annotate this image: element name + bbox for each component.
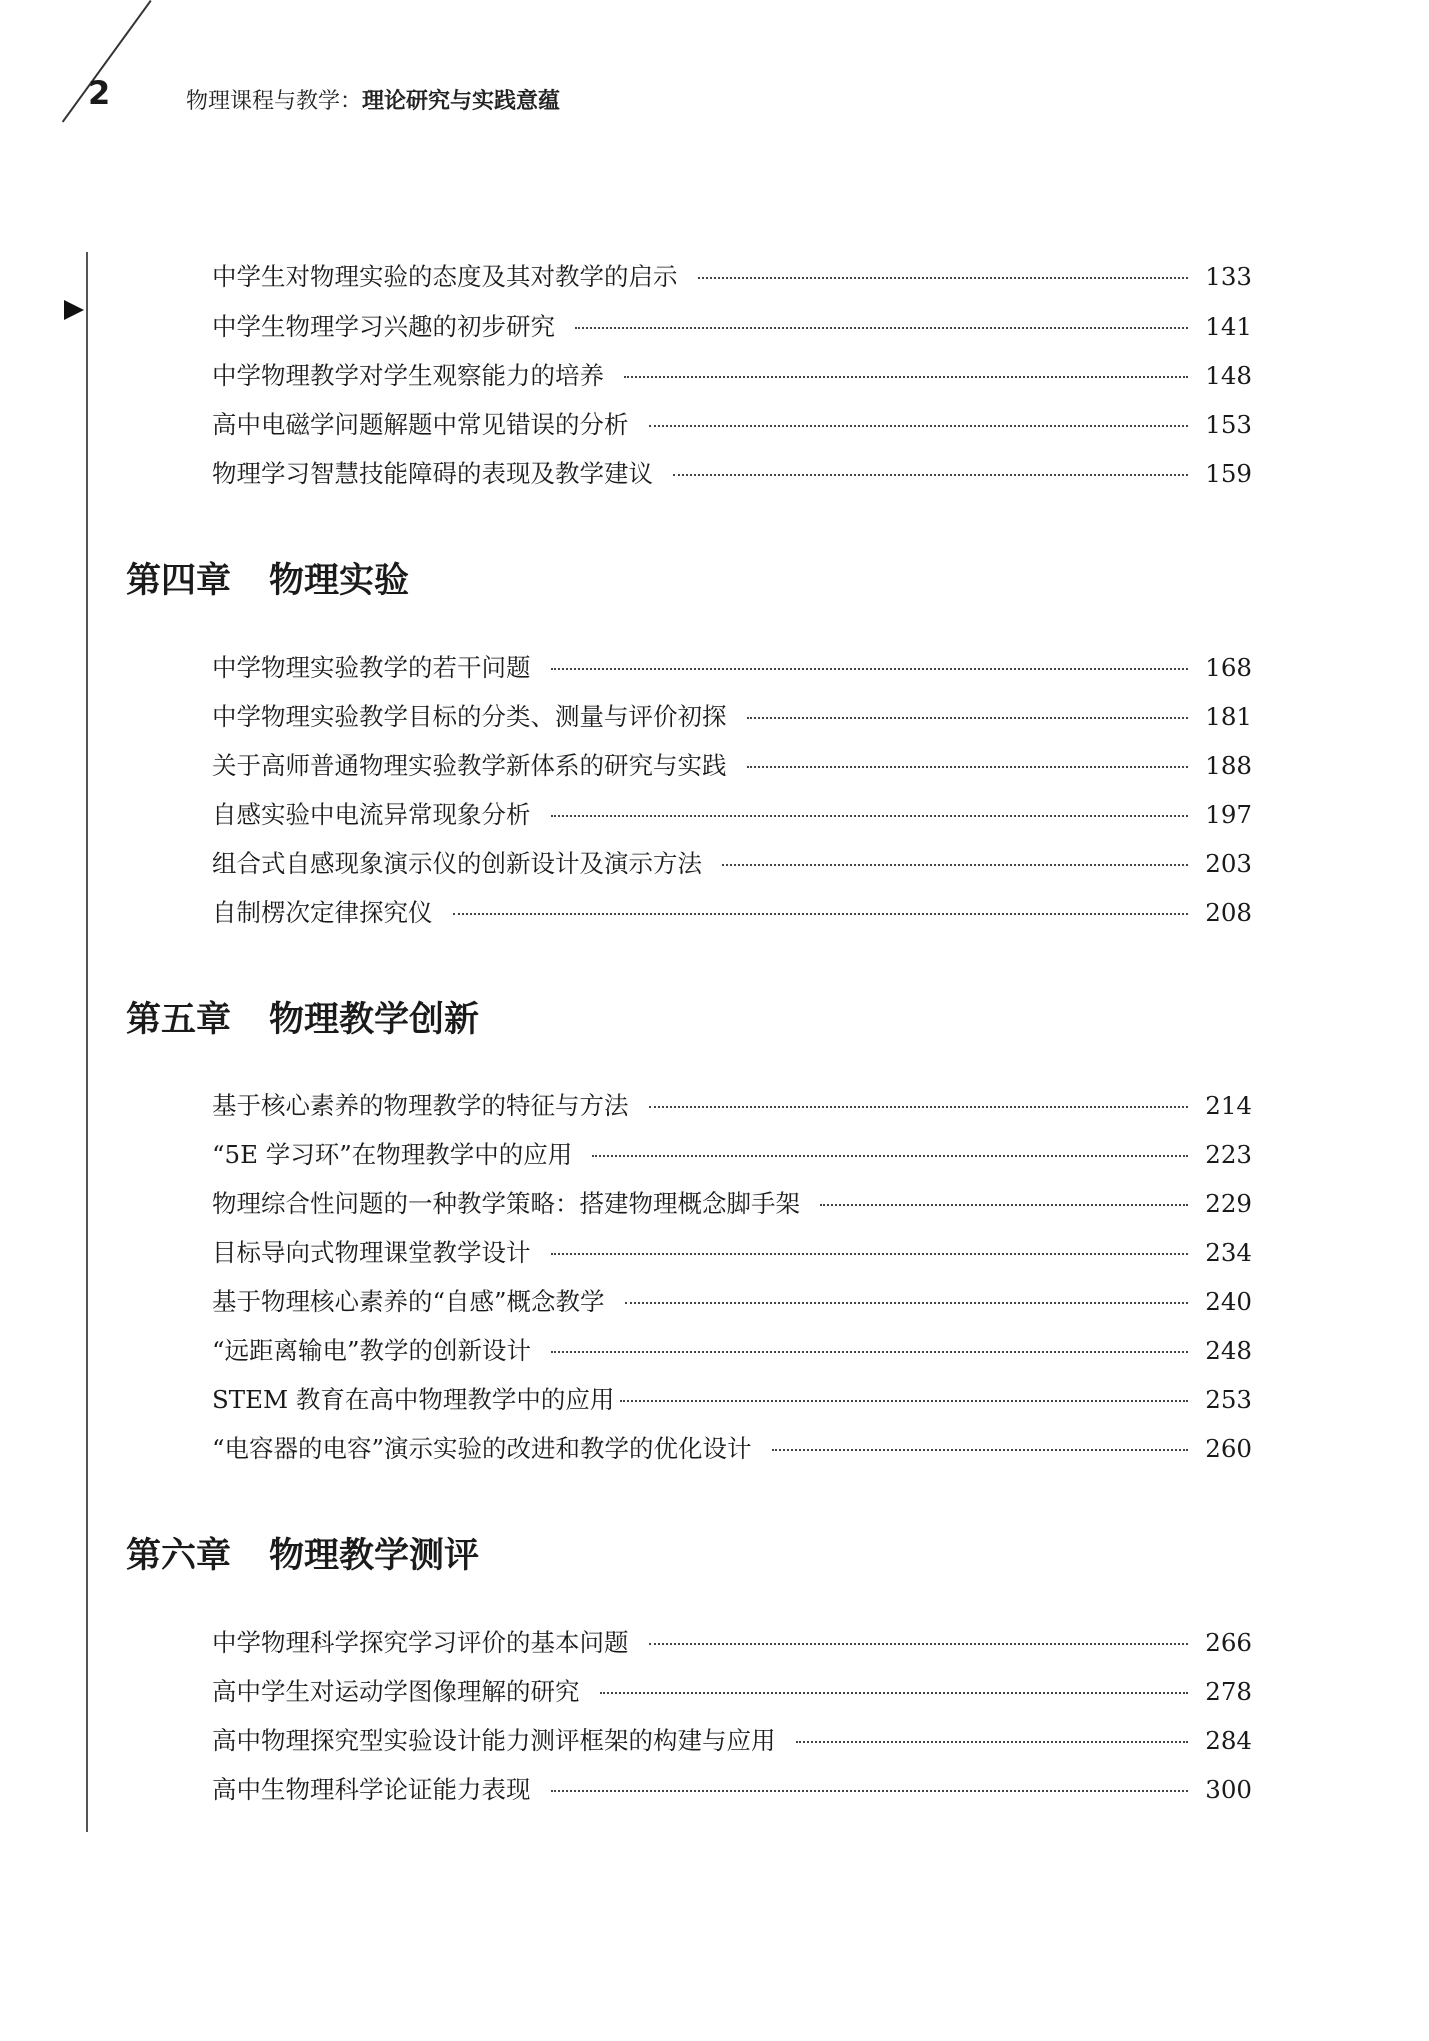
toc-entry-page: 278 bbox=[1205, 1677, 1252, 1706]
leader-dots bbox=[747, 766, 1189, 768]
toc-entry[interactable] bbox=[212, 1136, 1252, 1170]
toc-entry-page: 300 bbox=[1205, 1775, 1252, 1804]
toc-entry-page: 248 bbox=[1205, 1336, 1252, 1365]
toc-entry[interactable] bbox=[212, 1381, 1252, 1415]
toc-entry[interactable] bbox=[212, 1234, 1252, 1268]
leader-dots bbox=[673, 474, 1188, 476]
toc-entry[interactable] bbox=[212, 649, 1252, 683]
toc-entry-title: 目标导向式物理课堂教学设计 bbox=[212, 1238, 531, 1267]
title-separator: ： bbox=[340, 89, 363, 114]
toc-entry[interactable] bbox=[212, 1332, 1252, 1366]
toc-entry-page: 240 bbox=[1205, 1287, 1252, 1316]
toc-entry[interactable] bbox=[212, 357, 1252, 391]
chapter-heading[interactable] bbox=[126, 992, 479, 1042]
toc-entry[interactable] bbox=[212, 747, 1252, 781]
leader-dots bbox=[551, 1790, 1189, 1792]
toc-entry-title: “远距离输电”教学的创新设计 bbox=[212, 1336, 532, 1365]
toc-entry-page: 159 bbox=[1205, 459, 1252, 488]
toc-entry-page: 153 bbox=[1205, 410, 1252, 439]
toc-entry-title: 自感实验中电流异常现象分析 bbox=[212, 800, 531, 829]
leader-dots bbox=[551, 668, 1189, 670]
toc-entry-page: 214 bbox=[1205, 1091, 1252, 1120]
toc-entry-title: 物理综合性问题的一种教学策略：搭建物理概念脚手架 bbox=[212, 1189, 800, 1218]
toc-entry[interactable] bbox=[212, 1624, 1252, 1658]
toc-entry-page: 203 bbox=[1205, 849, 1252, 878]
toc-entry[interactable] bbox=[212, 258, 1252, 292]
toc-entry-page: 133 bbox=[1205, 262, 1252, 291]
toc-entry[interactable] bbox=[212, 308, 1252, 342]
leader-dots bbox=[551, 815, 1189, 817]
toc-entry-page: 234 bbox=[1205, 1238, 1252, 1267]
toc-entry-page: 260 bbox=[1205, 1434, 1252, 1463]
leader-dots bbox=[620, 1400, 1188, 1402]
book-title: 物理课程与教学 bbox=[186, 89, 341, 114]
toc-entry-title: 基于物理核心素养的“自感”概念教学 bbox=[212, 1287, 605, 1316]
page-header bbox=[0, 0, 1429, 140]
book-subtitle: 理论研究与实践意蕴 bbox=[362, 89, 561, 114]
toc-entry-title: 中学物理实验教学目标的分类、测量与评价初探 bbox=[212, 702, 727, 731]
toc-entry-page: 148 bbox=[1205, 361, 1252, 390]
toc-entry-title: 关于高师普通物理实验教学新体系的研究与实践 bbox=[212, 751, 727, 780]
toc-entry-page: 168 bbox=[1205, 653, 1252, 682]
toc-entry-page: 181 bbox=[1205, 702, 1252, 731]
toc-entry-title: 中学生对物理实验的态度及其对教学的启示 bbox=[212, 262, 678, 291]
leader-dots bbox=[575, 327, 1188, 329]
toc-entry-title: “5E 学习环”在物理教学中的应用 bbox=[212, 1140, 573, 1169]
chapter-title: 物理教学测评 bbox=[269, 1536, 480, 1576]
leader-dots bbox=[796, 1741, 1189, 1743]
leader-dots bbox=[698, 277, 1189, 279]
margin-rule bbox=[86, 252, 88, 1832]
toc-entry-page: 188 bbox=[1205, 751, 1252, 780]
leader-dots bbox=[649, 425, 1189, 427]
toc-entry-page: 266 bbox=[1205, 1628, 1252, 1657]
chapter-heading[interactable] bbox=[126, 1528, 479, 1578]
toc-entry-title: 高中物理探究型实验设计能力测评框架的构建与应用 bbox=[212, 1726, 776, 1755]
leader-dots bbox=[624, 376, 1188, 378]
chapter-title: 物理实验 bbox=[269, 561, 410, 601]
toc-entry-page: 229 bbox=[1205, 1189, 1252, 1218]
toc-entry-title: 高中学生对运动学图像理解的研究 bbox=[212, 1677, 580, 1706]
toc-entry[interactable] bbox=[212, 845, 1252, 879]
toc-entry-title: “电容器的电容”演示实验的改进和教学的优化设计 bbox=[212, 1434, 752, 1463]
leader-dots bbox=[592, 1155, 1188, 1157]
chapter-title: 物理教学创新 bbox=[269, 1000, 480, 1040]
leader-dots bbox=[772, 1449, 1188, 1451]
chapter-heading[interactable] bbox=[126, 553, 409, 603]
page-number: 2 bbox=[88, 74, 112, 112]
leader-dots bbox=[625, 1302, 1188, 1304]
toc-entry[interactable] bbox=[212, 1430, 1252, 1464]
toc-entry-title: 组合式自感现象演示仪的创新设计及演示方法 bbox=[212, 849, 702, 878]
toc-entry[interactable] bbox=[212, 455, 1252, 489]
chapter-number: 第四章 bbox=[126, 561, 232, 601]
toc-entry-page: 223 bbox=[1205, 1140, 1252, 1169]
toc-entry-page: 197 bbox=[1205, 800, 1252, 829]
toc-entry-title: 物理学习智慧技能障碍的表现及教学建议 bbox=[212, 459, 653, 488]
toc-entry-page: 253 bbox=[1205, 1385, 1252, 1414]
leader-dots bbox=[551, 1253, 1189, 1255]
leader-dots bbox=[649, 1106, 1189, 1108]
chapter-number: 第六章 bbox=[126, 1536, 232, 1576]
leader-dots bbox=[747, 717, 1189, 719]
leader-dots bbox=[820, 1204, 1188, 1206]
toc-entry-page: 141 bbox=[1205, 312, 1252, 341]
toc-entry-title: 中学物理教学对学生观察能力的培养 bbox=[212, 361, 604, 390]
toc-entry-title: 中学物理科学探究学习评价的基本问题 bbox=[212, 1628, 629, 1657]
leader-dots bbox=[600, 1692, 1189, 1694]
toc-entry[interactable] bbox=[212, 406, 1252, 440]
toc-entry[interactable] bbox=[212, 1283, 1252, 1317]
running-title bbox=[186, 84, 560, 115]
toc-entry-title: 自制楞次定律探究仪 bbox=[212, 898, 433, 927]
toc-entry-title: 中学物理实验教学的若干问题 bbox=[212, 653, 531, 682]
leader-dots bbox=[551, 1351, 1188, 1353]
leader-dots bbox=[649, 1643, 1189, 1645]
toc-entry-page: 208 bbox=[1205, 898, 1252, 927]
toc-entry-title: 高中生物理科学论证能力表现 bbox=[212, 1775, 531, 1804]
toc-entry-title: 中学生物理学习兴趣的初步研究 bbox=[212, 312, 555, 341]
margin-arrow-icon bbox=[64, 300, 84, 320]
toc-entry[interactable] bbox=[212, 1722, 1252, 1756]
chapter-number: 第五章 bbox=[126, 1000, 232, 1040]
leader-dots bbox=[722, 864, 1188, 866]
toc-entry[interactable] bbox=[212, 894, 1252, 928]
toc-entry-title: 高中电磁学问题解题中常见错误的分析 bbox=[212, 410, 629, 439]
toc-entry[interactable] bbox=[212, 1185, 1252, 1219]
toc-entry[interactable] bbox=[212, 796, 1252, 830]
leader-dots bbox=[453, 913, 1189, 915]
toc-entry-page: 284 bbox=[1205, 1726, 1252, 1755]
toc-entry-title: STEM 教育在高中物理教学中的应用 bbox=[212, 1385, 615, 1414]
toc-entry-title: 基于核心素养的物理教学的特征与方法 bbox=[212, 1091, 629, 1120]
toc-entry[interactable] bbox=[212, 1673, 1252, 1707]
toc-entry[interactable] bbox=[212, 1087, 1252, 1121]
toc-entry[interactable] bbox=[212, 698, 1252, 732]
toc-entry[interactable] bbox=[212, 1771, 1252, 1805]
